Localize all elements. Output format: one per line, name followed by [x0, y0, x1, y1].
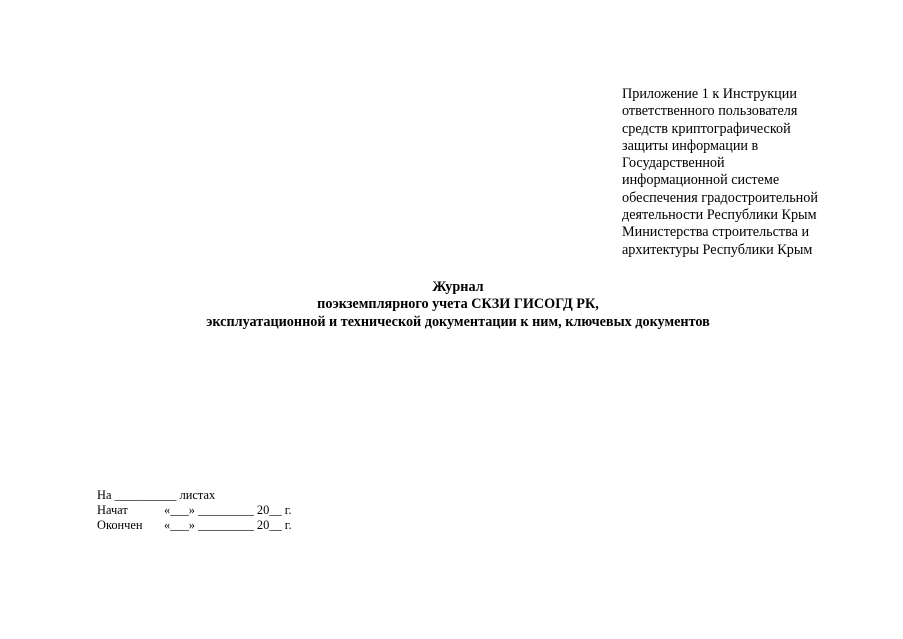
appendix-line: Министерства строительства и: [622, 224, 810, 241]
title-heading: Журнал: [432, 279, 484, 295]
appendix-line: обеспечения градостроительной: [622, 189, 818, 206]
journal-title: [0, 279, 903, 331]
sheets-count-line: На __________ листах: [97, 488, 216, 502]
appendix-line: Государственной: [622, 155, 725, 172]
appendix-line: архитектуры Республики Крым: [622, 241, 813, 258]
finished-line: [97, 518, 292, 533]
appendix-line: ответственного пользователя: [622, 103, 798, 120]
appendix-line: информационной системе: [622, 172, 780, 189]
appendix-line: средств криптографической: [622, 120, 791, 137]
journal-record-info: [97, 488, 292, 532]
appendix-line: Приложение 1 к Инструкции: [622, 86, 797, 102]
appendix-line: деятельности Республики Крым: [622, 207, 817, 224]
appendix-line: защиты информации в: [622, 137, 759, 154]
started-date: «___» _________ 20__ г.: [164, 502, 292, 517]
started-label: Начат: [97, 502, 128, 517]
title-subline-1: поэкземплярного учета СКЗИ ГИСОГД РК,: [317, 296, 599, 313]
appendix-note: [622, 86, 897, 259]
started-line: [97, 503, 292, 518]
finished-label: Окончен: [97, 517, 143, 532]
title-subline-2: эксплуатационной и технической документации к ним, ключевых документов: [206, 313, 710, 330]
finished-date: «___» _________ 20__ г.: [164, 517, 292, 532]
